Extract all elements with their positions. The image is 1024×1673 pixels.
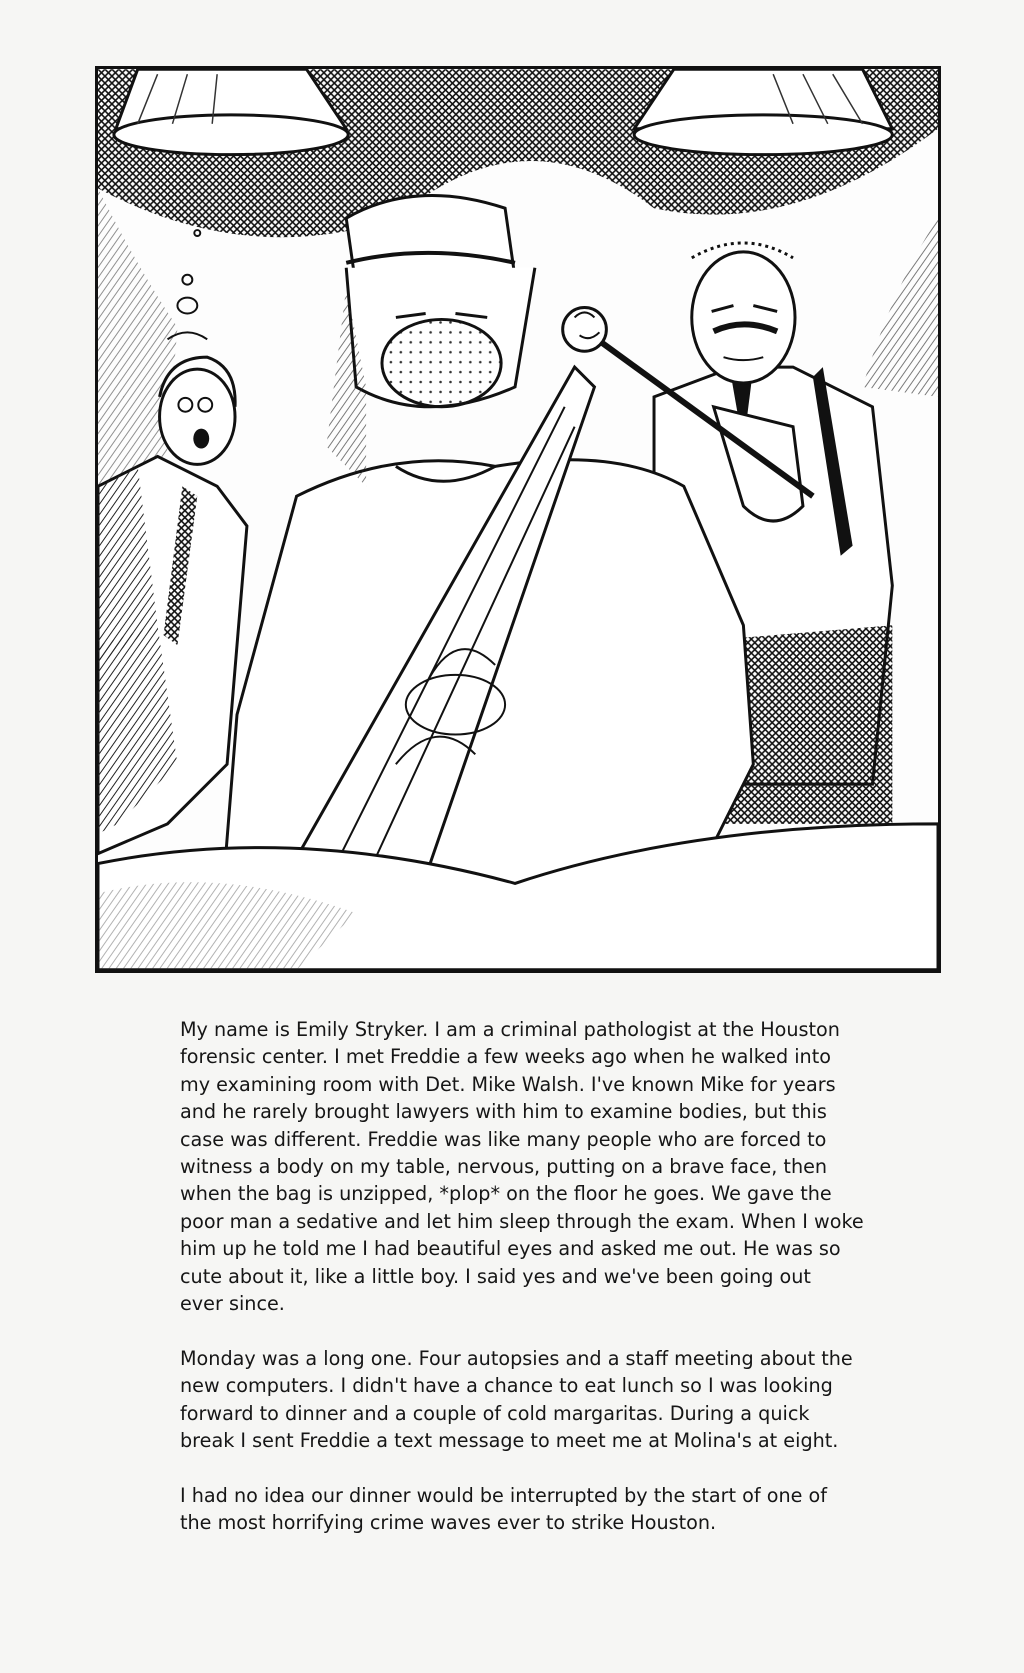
narration-paragraph-1: My name is Emily Stryker. I am a criminal pathologist at the Houston forensic center. I met Freddie a few weeks ago when he walked into my examining room with Det. Mike Walsh. I've known Mike for years and he rarely brought lawyers with him to examine bodies, but this case was different. Freddie was like many people who are forced to witness a body on my table, nervous, putting on a brave face, then when the bag is unzipped, *plop* on the floor he goes. We gave the poor man a sedative and let him sleep through the exam. When I woke him up he told me I had beautiful eyes and asked me out. He was so cute about it, like a little boy. I said yes and we've been going out ever since. xyxy=(180,1018,864,1316)
narration-paragraph-3: I had no idea our dinner would be interrupted by the start of one of the most horrifying crime waves ever to strike Houston. xyxy=(180,1483,828,1535)
surgical-lamp-right xyxy=(634,69,892,154)
autopsy-scene-illustration xyxy=(98,69,938,970)
surgical-lamp-left xyxy=(114,69,348,154)
narration-text xyxy=(180,1016,900,1564)
narration-paragraph-2: Monday was a long one. Four autopsies and a staff meeting about the new computers. I didn't have a chance to eat lunch so I was looking forward to dinner and a couple of cold margaritas. During a quick break I sent Freddie a text message to meet me at Molina's at eight. xyxy=(180,1346,853,1453)
comic-panel xyxy=(95,66,941,973)
